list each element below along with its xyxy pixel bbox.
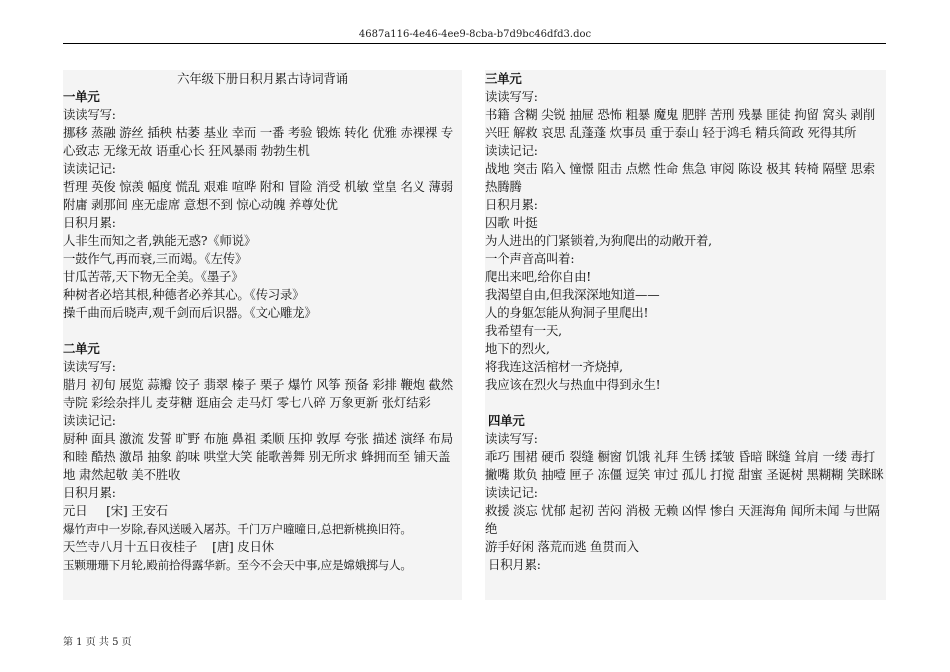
poem-2-title: 天竺寺八月十五日夜桂子 bbox=[63, 539, 198, 554]
unit-3-read-write-label: 读读写写: bbox=[485, 89, 538, 104]
poem-line: 我希望有一天, bbox=[485, 323, 562, 338]
unit-2-read-write-words: 腊月 初旬 展览 蒜瓣 饺子 翡翠 榛子 栗子 爆竹 风筝 预备 彩排 鞭炮 截然 寺院 彩绘杂拌儿 麦芽糖 逛庙会 走马灯 零七八碎 万象更新 张灯结彩 bbox=[63, 377, 453, 410]
poem-2-heading bbox=[63, 538, 462, 556]
unit-1-quote: 操千曲而后晓声,观千剑而后识器。《文心雕龙》 bbox=[63, 305, 317, 320]
unit-1-read-write-words: 挪移 蒸融 游丝 插秧 枯萎 基业 幸而 一番 考验 锻炼 转化 优雅 赤裸裸 专心致志 无缘无故 语重心长 狂风暴雨 勃勃生机 bbox=[63, 125, 453, 158]
unit-3-heading: 三单元 bbox=[485, 71, 522, 86]
unit-4-read-remember-words: 救援 淡忘 忧郁 起初 苦闷 消极 无赖 凶悍 惨白 天涯海角 闻所未闻 与世隔绝 bbox=[485, 503, 880, 536]
poem-1-heading bbox=[63, 502, 462, 520]
unit-4-read-remember-label: 读读记记: bbox=[485, 485, 538, 500]
page-number: 第 1 页 共 5 页 bbox=[63, 637, 132, 648]
unit-4-extra-words: 游手好闲 落荒而逃 鱼贯而入 bbox=[485, 539, 639, 554]
poem-line: 爬出来吧,给你自由! bbox=[485, 269, 592, 284]
unit-1-quote: 人非生而知之者,孰能无惑?《师说》 bbox=[63, 233, 257, 248]
left-column bbox=[63, 70, 462, 600]
unit-1-quote: 甘瓜苦蒂,天下物无全美。《墨子》 bbox=[63, 269, 244, 284]
unit-1-read-remember-label: 读读记记: bbox=[63, 161, 116, 176]
poem-line: 将我连这活棺材一齐烧掉, bbox=[485, 359, 623, 374]
unit-4-read-write-words: 乖巧 围裙 硬币 裂缝 橱窗 饥饿 礼拜 生锈 揉皱 昏暗 眯缝 耸肩 一缕 毒打 撇嘴 欺负 抽噎 匣子 冻僵 逗笑 审过 孤儿 打搅 甜蜜 圣诞树 黑糊糊 笑眯眯 bbox=[485, 449, 884, 482]
right-column bbox=[485, 70, 886, 600]
poem-line: 一个声音高叫着: bbox=[485, 251, 575, 266]
document-title: 六年级下册日积月累古诗词背诵 bbox=[177, 71, 348, 86]
poem-title: 囚歌 叶挺 bbox=[485, 215, 538, 230]
poem-line: 人的身躯怎能从狗洞子里爬出! bbox=[485, 305, 649, 320]
unit-2-heading: 二单元 bbox=[63, 341, 100, 356]
poem-2-text: 玉颗珊珊下月轮,殿前拾得露华新。至今不会天中事,应是嫦娥掷与人。 bbox=[63, 558, 412, 572]
unit-3-read-remember-label: 读读记记: bbox=[485, 143, 538, 158]
unit-2-read-remember-label: 读读记记: bbox=[63, 413, 116, 428]
poem-2-author: [唐] 皮日休 bbox=[212, 539, 274, 554]
unit-4-read-write-label: 读读写写: bbox=[485, 431, 538, 446]
section-spacer bbox=[63, 322, 462, 340]
unit-1-read-remember-words: 哲理 英俊 惊羡 幅度 慌乱 艰难 喧哗 附和 冒险 消受 机敏 堂皇 名义 薄弱 附庸 剥那间 座无虚席 意想不到 惊心动魄 养尊处优 bbox=[63, 179, 453, 212]
unit-2-read-remember-words: 厨种 面具 激流 发誓 旷野 布施 鼻祖 柔顺 压抑 敦厚 夸张 描述 演绎 布局 和睦 酷热 激昂 抽象 韵味 哄堂大笑 能歌善舞 别无所求 蜂拥而至 铺天盖地 肃然起敬 美不胜收 bbox=[63, 431, 453, 482]
unit-2-read-write-label: 读读写写: bbox=[63, 359, 116, 374]
unit-1-heading: 一单元 bbox=[63, 89, 100, 104]
header-divider bbox=[63, 43, 886, 44]
poem-1-text: 爆竹声中一岁除,春风送暖入屠苏。千门万户曈曈日,总把新桃换旧符。 bbox=[63, 522, 412, 536]
unit-3-read-remember-words: 战地 突击 陷入 憧憬 阻击 点燃 性命 焦急 审阅 陈设 极其 转椅 隔壁 思索 热腾腾 bbox=[485, 161, 875, 194]
unit-2-accumulate-label: 日积月累: bbox=[63, 485, 116, 500]
unit-4-accumulate-label: 日积月累: bbox=[488, 557, 541, 572]
unit-1-quote: 种树者必培其根,种德者必养其心。《传习录》 bbox=[63, 287, 305, 302]
poem-line: 我应该在烈火与热血中得到永生! bbox=[485, 377, 661, 392]
poem-line: 为人进出的门紧锁着,为狗爬出的动敞开着, bbox=[485, 233, 712, 248]
poem-1-author: [宋] 王安石 bbox=[106, 503, 168, 518]
unit-4-heading: 四单元 bbox=[488, 413, 525, 428]
unit-1-read-write-label: 读读写写: bbox=[63, 107, 116, 122]
poem-line: 地下的烈火, bbox=[485, 341, 550, 356]
poem-1-title: 元日 bbox=[63, 503, 88, 518]
poem-line: 我渴望自由,但我深深地知道—— bbox=[485, 287, 660, 302]
unit-1-accumulate-label: 日积月累: bbox=[63, 215, 116, 230]
unit-3-accumulate-label: 日积月累: bbox=[485, 197, 538, 212]
unit-1-quote: 一鼓作气,再而衰,三而竭。《左传》 bbox=[63, 251, 248, 266]
unit-3-read-write-words: 书籍 含糊 尖锐 抽屉 恐怖 粗暴 魔鬼 肥胖 苦刑 残暴 匪徒 拘留 窝头 剥削 兴旺 解救 哀思 乱蓬蓬 炊事员 重于泰山 轻于鸿毛 精兵简政 死得其所 bbox=[485, 107, 875, 140]
section-spacer bbox=[485, 394, 886, 412]
document-filename: 4687a116-4e46-4ee9-8cba-b7d9bc46dfd3.doc bbox=[358, 29, 592, 40]
